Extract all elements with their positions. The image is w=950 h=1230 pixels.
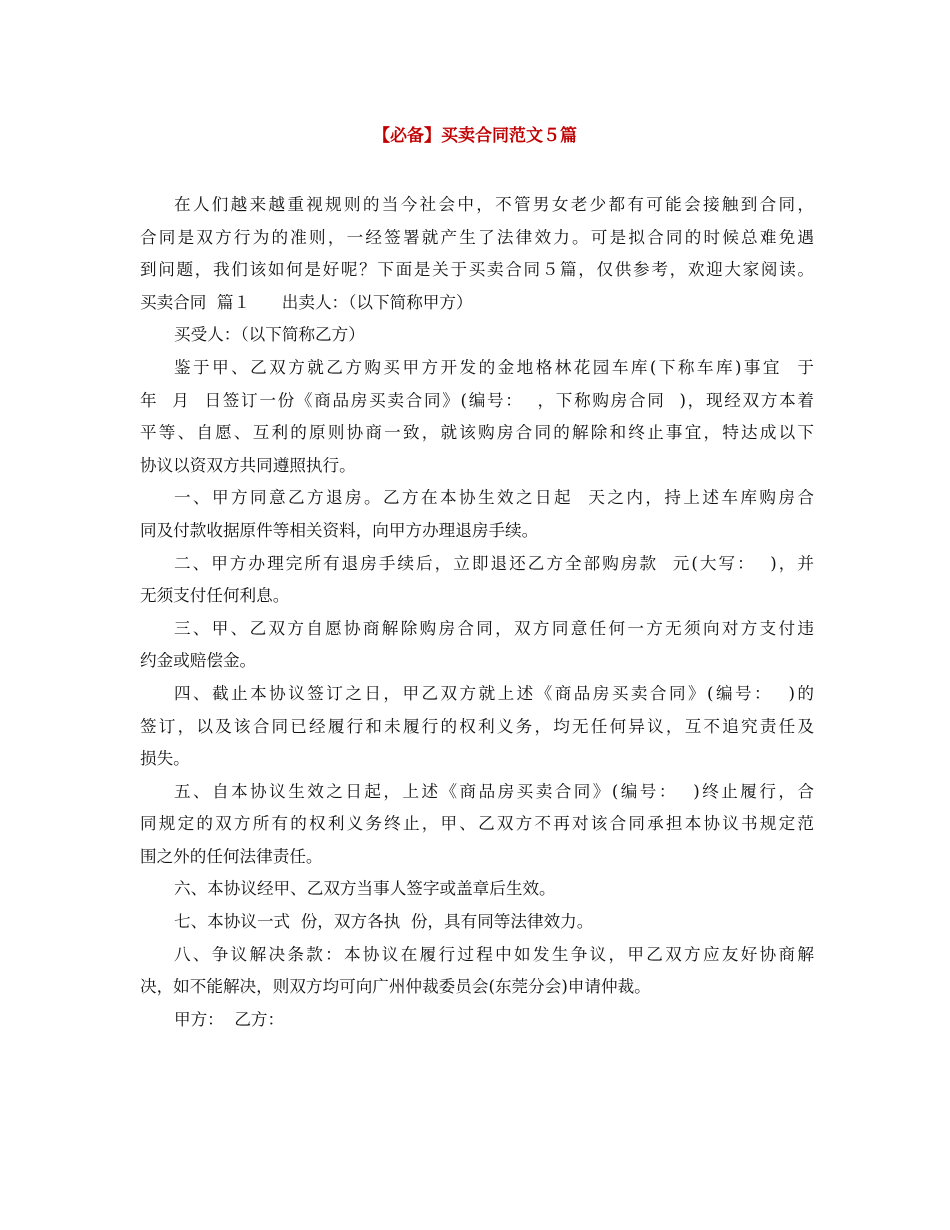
paragraph-line: 到问题，我们该如何是好呢？下面是关于买卖合同５篇，仅供参考，欢迎大家阅读。 xyxy=(140,260,814,280)
clause-line: 约金或赔偿金。 xyxy=(140,651,257,671)
clause-line: 六、本协议经甲、乙双方当事人签字或盖章后生效。 xyxy=(174,879,556,899)
clause-line: 围之外的任何法律责任。 xyxy=(140,846,323,866)
clause-line: 损失。 xyxy=(140,749,190,769)
clause-line: 无须支付任何利息。 xyxy=(140,586,290,606)
clause-line: 二、甲方办理完所有退房手续后，立即退还乙方全部购房款 元(大写： )，并 xyxy=(174,553,814,573)
clause-line: 三、甲、乙双方自愿协商解除购房合同，双方同意任何一方无须向对方支付违 xyxy=(174,618,814,638)
document-title: 【必备】买卖合同范文５篇 xyxy=(373,126,577,146)
signature-line: 甲方： 乙方： xyxy=(174,1009,285,1029)
clause-line: 决，如不能解决，则双方均可向广州仲裁委员会(东莞分会)申请仲裁。 xyxy=(140,977,651,997)
clause-line: 七、本协议一式 份，双方各执 份，具有同等法律效力。 xyxy=(174,912,594,932)
paragraph-line: 平等、自愿、互利的原则协商一致，就该购房合同的解除和终止事宜，特达成以下 xyxy=(140,423,814,443)
document-body xyxy=(140,189,814,1036)
clause-line: 八、争议解决条款：本协议在履行过程中如发生争议，甲乙双方应友好协商解 xyxy=(174,944,814,964)
clause-line: 签订，以及该合同已经履行和未履行的权利义务，均无任何异议，互不追究责任及 xyxy=(140,716,814,736)
paragraph-line: 买受人：（以下简称乙方） xyxy=(174,325,365,345)
clause-line: 四、截止本协议签订之日，甲乙双方就上述《商品房买卖合同》(编号： )的 xyxy=(174,683,814,703)
clause-line: 五、自本协议生效之日起，上述《商品房买卖合同》(编号： )终止履行，合 xyxy=(174,781,814,801)
section-heading-line: 买卖合同 篇１ 出卖人：（以下简称甲方） xyxy=(140,292,473,312)
paragraph-line: 鉴于甲、乙双方就乙方购买甲方开发的金地格林花园车库(下称车库)事宜 于 xyxy=(174,357,814,377)
clause-line: 一、甲方同意乙方退房。乙方在本协生效之日起 天之内，持上述车库购房合 xyxy=(174,488,814,508)
paragraph-line: 合同是双方行为的准则，一经签署就产生了法律效力。可是拟合同的时候总难免遇 xyxy=(140,227,814,247)
paragraph-line: 年 月 日签订一份《商品房买卖合同》(编号： ，下称购房合同 )，现经双方本着 xyxy=(140,390,814,410)
clause-line: 同及付款收据原件等相关资料，向甲方办理退房手续。 xyxy=(140,520,539,540)
paragraph-line: 在人们越来越重视规则的当今社会中，不管男女老少都有可能会接触到合同， xyxy=(174,195,814,214)
paragraph-line: 协议以资双方共同遵照执行。 xyxy=(140,455,356,475)
clause-line: 同规定的双方所有的权利义务终止，甲、乙双方不再对该合同承担本协议书规定范 xyxy=(140,814,814,834)
